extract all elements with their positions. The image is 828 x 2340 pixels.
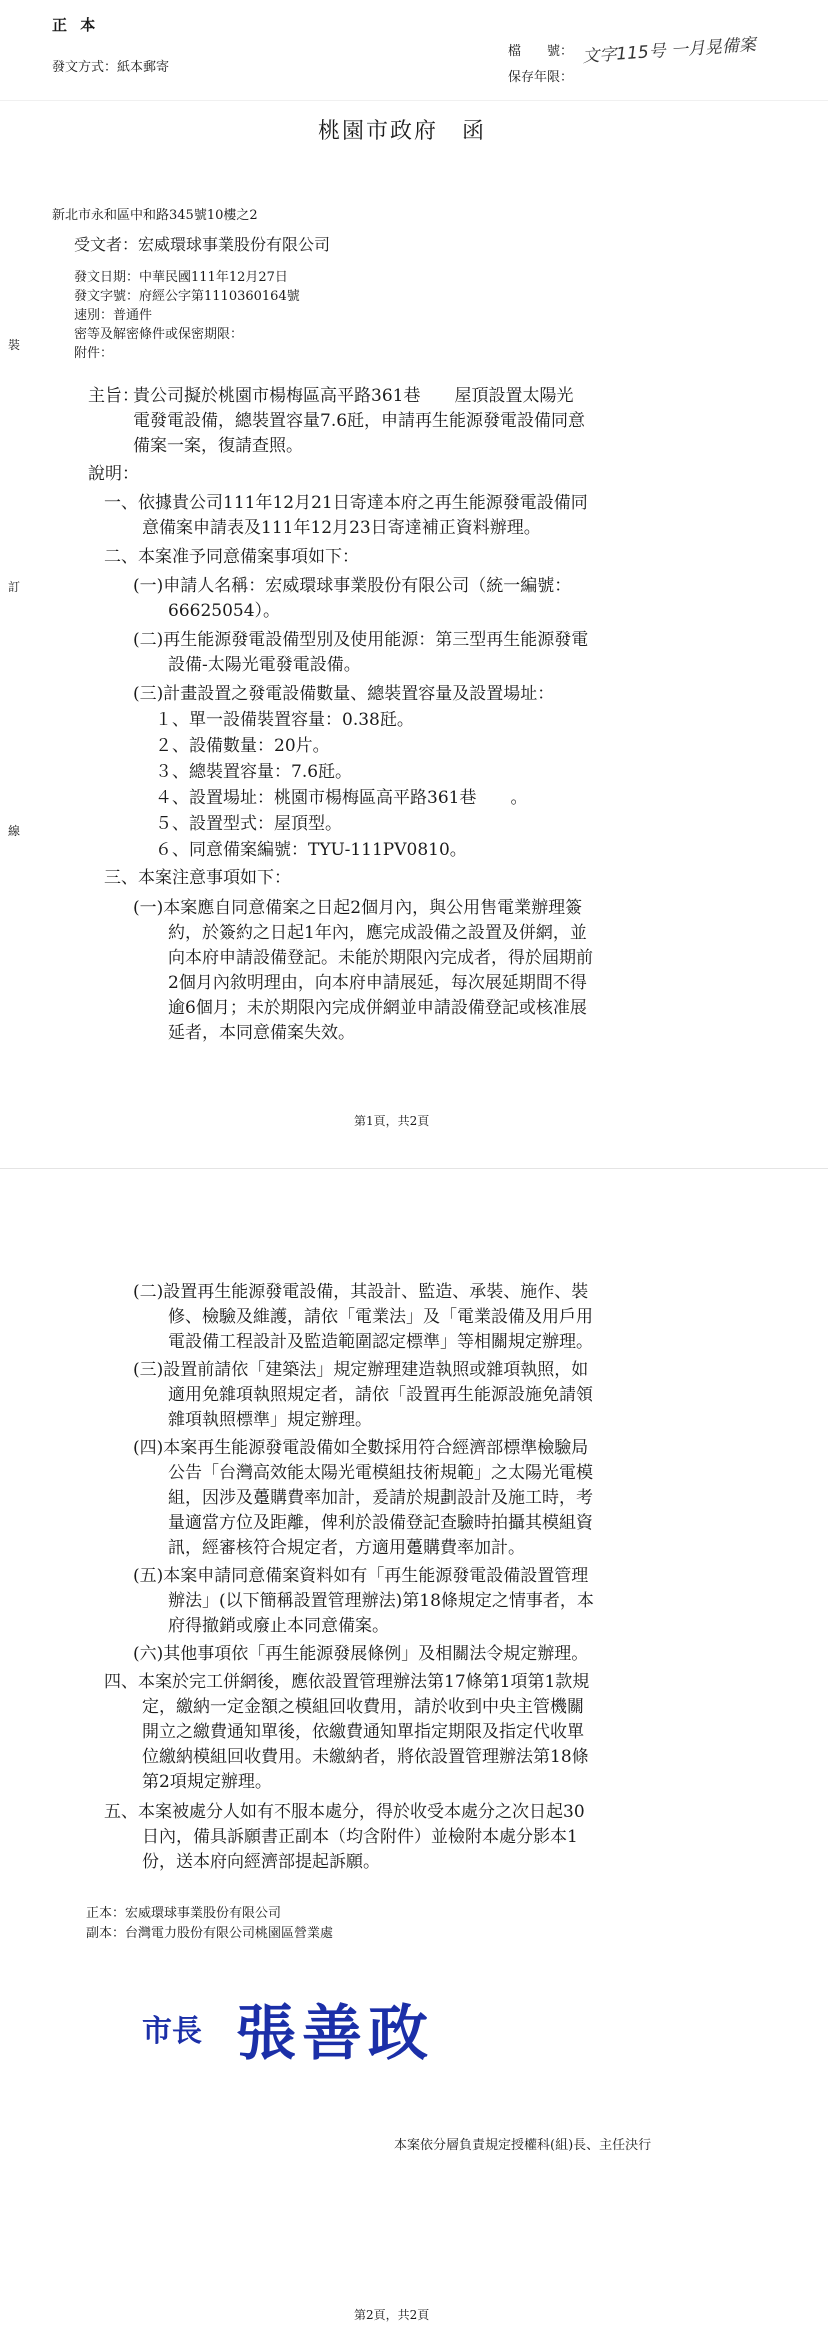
body-line: 電設備工程設計及監造範圍認定標準」等相關規定辦理。 xyxy=(168,1332,593,1352)
body-line: 延者，本同意備案失效。 xyxy=(168,1023,355,1043)
body-line: 適用免雜項執照規定者，請依「設置再生能源設施免請領 xyxy=(168,1385,593,1405)
body-line: 四、本案於完工併網後，應依設置管理辦法第17條第1項第1款規 xyxy=(104,1672,590,1692)
body-line: (一)申請人名稱：宏威環球事業股份有限公司（統一編號： xyxy=(133,576,572,596)
copy-duplicate: 副本：台灣電力股份有限公司桃園區營業處 xyxy=(86,1926,334,1941)
body-line: 組，因涉及躉購費率加計，爰請於規劃設計及施工時，考 xyxy=(168,1488,593,1508)
body-line: 日內，備具訴願書正副本（均含附件）並檢附本處分影本1 xyxy=(142,1827,578,1847)
recipient: 受文者：宏威環球事業股份有限公司 xyxy=(74,235,331,254)
body-line: (二)再生能源發電設備型別及使用能源：第三型再生能源發電 xyxy=(133,630,589,650)
body-line: 第2項規定辦理。 xyxy=(142,1772,272,1792)
handwritten-note: 文字115号 一月晃備案 xyxy=(581,34,757,68)
body-line: 逾6個月；未於期限內完成併網並申請設備登記或核准展 xyxy=(168,998,587,1018)
body-line: (四)本案再生能源發電設備如全數採用符合經濟部標準檢驗局 xyxy=(133,1438,589,1458)
attachment: 附件： xyxy=(74,346,114,361)
copy-type: 正 本 xyxy=(52,16,100,34)
body-line: 約，於簽約之日起1年內，應完成設備之設置及併網，並 xyxy=(168,923,587,943)
subject-label: 主旨： xyxy=(88,386,139,406)
page-number: 第2頁，共2頁 xyxy=(354,2308,430,2322)
body-line: 意備案申請表及111年12月23日寄達補正資料辦理。 xyxy=(142,518,541,538)
body-line: 公告「台灣高效能太陽光電模組技術規範」之太陽光電模 xyxy=(168,1463,593,1483)
subject-line: 電發電設備，總裝置容量7.6瓩，申請再生能源發電設備同意 xyxy=(133,411,586,431)
body-line: 2個月內敘明理由，向本府申請展延，每次展延期間不得 xyxy=(168,973,587,993)
body-line: 開立之繳費通知單後，依繳費通知單指定期限及指定代收單 xyxy=(142,1722,584,1742)
body-line: 66625054）。 xyxy=(168,601,281,621)
body-line: 量適當方位及距離，俾利於設備登記查驗時拍攝其模組資 xyxy=(168,1513,593,1533)
body-line: (三)設置前請依「建築法」規定辦理建造執照或雜項執照，如 xyxy=(133,1360,589,1380)
body-line: ４、設置場址：桃園市楊梅區高平路361巷 。 xyxy=(155,788,528,808)
subject-line: 備案一案，復請查照。 xyxy=(133,436,303,456)
mayor-title: 市長 xyxy=(142,2014,202,2049)
body-line: 雜項執照標準」規定辦理。 xyxy=(168,1410,372,1430)
body-line: ６、同意備案編號：TYU-111PV0810。 xyxy=(155,840,467,860)
address: 新北市永和區中和路345號10樓之2 xyxy=(52,208,258,223)
body-line: 三、本案注意事項如下： xyxy=(104,868,291,888)
body-line: 五、本案被處分人如有不服本處分，得於收受本處分之次日起30 xyxy=(104,1802,585,1822)
body-line: １、單一設備裝置容量：0.38瓩。 xyxy=(155,710,414,730)
body-line: 修、檢驗及維護，請依「電業法」及「電業設備及用戶用 xyxy=(168,1307,593,1327)
speed-class: 速別：普通件 xyxy=(74,308,153,323)
subject-line: 貴公司擬於桃園市楊梅區高平路361巷 屋頂設置太陽光 xyxy=(133,386,574,406)
body-line: ２、設備數量：20片。 xyxy=(155,736,330,756)
org-title: 桃園市政府 函 xyxy=(318,119,487,144)
body-line: 府得撤銷或廢止本同意備案。 xyxy=(168,1616,389,1636)
body-line: (六)其他事項依「再生能源發展條例」及相關法令規定辦理。 xyxy=(133,1644,589,1664)
body-line: 向本府申請設備登記。未能於期限內完成者，得於屆期前 xyxy=(168,948,593,968)
body-line: 設備-太陽光電發電設備。 xyxy=(168,655,361,675)
body-line: ５、設置型式：屋頂型。 xyxy=(155,814,342,834)
retention-label: 保存年限： xyxy=(508,70,574,85)
body-line: (二)設置再生能源發電設備，其設計、監造、承裝、施作、裝 xyxy=(133,1282,589,1302)
page-separator xyxy=(0,1168,828,1169)
copy-original: 正本：宏威環球事業股份有限公司 xyxy=(86,1906,282,1921)
delivery-method: 發文方式：紙本郵寄 xyxy=(52,60,170,75)
page-number: 第1頁，共2頁 xyxy=(354,1114,430,1128)
doc-number: 發文字號：府經公字第1110360164號 xyxy=(74,289,300,304)
margin-mark-bind: 裝 xyxy=(8,338,21,352)
body-line: 二、本案准予同意備案事項如下： xyxy=(104,547,359,567)
body-line: 一、依據貴公司111年12月21日寄達本府之再生能源發電設備同 xyxy=(104,493,588,513)
body-line: (三)計畫設置之發電設備數量、總裝置容量及設置場址： xyxy=(133,684,555,704)
mayor-signature: 張善政 xyxy=(236,1999,434,2069)
body-line: 辦法」(以下簡稱設置管理辦法)第18條規定之情事者，本 xyxy=(168,1591,594,1611)
issue-date: 發文日期：中華民國111年12月27日 xyxy=(74,270,288,285)
body-line: ３、總裝置容量：7.6瓩。 xyxy=(155,762,353,782)
body-line: 訊，經審核符合規定者，方適用躉購費率加計。 xyxy=(168,1538,525,1558)
file-no-label: 檔 號： xyxy=(508,44,574,59)
margin-mark-line: 線 xyxy=(8,824,21,838)
margin-mark-staple: 訂 xyxy=(8,580,21,594)
delegation-note: 本案依分層負責規定授權科(組)長、主任決行 xyxy=(394,2138,652,2153)
body-line: 位繳納模組回收費用。未繳納者，將依設置管理辦法第18條 xyxy=(142,1747,589,1767)
body-line: (五)本案申請同意備案資料如有「再生能源發電設備設置管理 xyxy=(133,1566,589,1586)
body-line: 定，繳納一定金額之模組回收費用，請於收到中央主管機關 xyxy=(142,1697,584,1717)
body-line: 份，送本府向經濟部提起訴願。 xyxy=(142,1852,380,1872)
explanation-label: 說明： xyxy=(88,464,139,484)
security-level: 密等及解密條件或保密期限： xyxy=(74,327,244,342)
body-line: (一)本案應自同意備案之日起2個月內，與公用售電業辦理簽 xyxy=(133,898,583,918)
